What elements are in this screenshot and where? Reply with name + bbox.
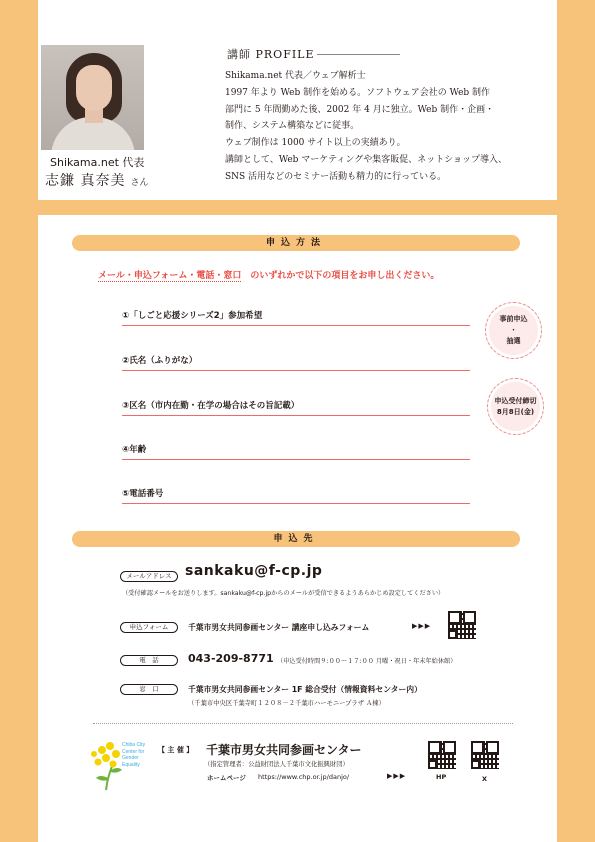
profile-divider: [317, 54, 400, 55]
form-item-phone: ⑤電話番号: [122, 487, 470, 504]
profile-heading: 講師 PROFILE: [227, 48, 315, 61]
application-form-link[interactable]: 千葉市男女共同参画センター 講座申し込みフォーム: [188, 623, 370, 632]
form-item-ward: ③区名（市内在勤・在学の場合はその旨記載）: [122, 399, 470, 416]
email-tag: メールアドレス: [120, 571, 178, 582]
deadline-badge: 申込受付締切 8月8日(金): [487, 378, 544, 435]
profile-text: Shikama.net 代表／ウェブ解析士 1997 年より Web 制作を始める。ソフトウェア会社の Web 制作 部門に 5 年間勤めた後、2002 年 4 月に独立。Web 制作・企画・ 制作、システム構築などに従事。 ウェブ制作は 1000 サイト以上の実績あり。 講師として、Web マーケティングや集客販促、ネットショップ導入、 SNS 活用などのセミナー活動も精力的に行っている。: [225, 71, 508, 182]
email-note: （受付確認メールをお送りします。sankaku@f-cp.jpからのメールが受信できるようあらかじめ設定してください）: [122, 590, 445, 597]
apply-lead-text: メール・申込フォーム・電話・窓口 のいずれかで以下の項目をお申し出ください。: [98, 271, 440, 281]
form-qr-icon[interactable]: [447, 610, 477, 640]
homepage-link[interactable]: https://www.chp.or.jp/danjo/: [258, 773, 350, 781]
homepage-qr-icon[interactable]: [427, 740, 457, 770]
instructor-photo: [41, 45, 144, 150]
counter-location: 千葉市男女共同参画センター 1F 総合受付（情報資料センター内）: [188, 685, 422, 694]
phone-number[interactable]: 043-209-8771: [188, 652, 274, 665]
apply-method-heading: 申込方法: [72, 235, 520, 251]
lottery-badge: 事前申込 ・ 抽選: [485, 302, 542, 359]
form-item-age: ④年齢: [122, 443, 470, 460]
counter-address: （千葉市中央区千葉寺町１２０８－２千葉市ハーモニープラザ Ａ棟）: [188, 700, 385, 707]
homepage-label: ホームページ: [207, 774, 246, 782]
footer-divider: [93, 723, 513, 724]
phone-hours-note: （申込受付時間９:００～１７:００ 月曜・祝日・年末年始休館）: [277, 658, 457, 665]
x-qr-icon[interactable]: [470, 740, 500, 770]
logo-caption: Chiba City Center for Gender Equality: [122, 742, 146, 768]
arrow-icon: ▶▶▶: [387, 772, 407, 780]
host-name: 千葉市男女共同参画センター: [206, 743, 362, 757]
apply-destination-heading: 申込先: [72, 531, 520, 547]
email-link[interactable]: sankaku@f-cp.jp: [185, 563, 323, 579]
instructor-name: 志鎌 真奈美 さん: [45, 173, 149, 189]
counter-tag: 窓 口: [120, 684, 178, 695]
host-manager: （指定管理者：公益財団法人千葉市文化振興財団）: [204, 761, 349, 768]
arrow-icon: ▶▶▶: [412, 622, 432, 630]
host-tag: 【 主 催 】: [158, 746, 194, 754]
instructor-org: Shikama.net 代表: [50, 156, 145, 169]
homepage-qr-label: HP: [436, 773, 447, 781]
phone-tag: 電 話: [120, 655, 178, 666]
form-item-name: ②氏名（ふりがな）: [122, 354, 470, 371]
form-item-series: ①「しごと応援シリーズ2」参加希望: [122, 309, 470, 326]
x-qr-label: X: [482, 775, 488, 783]
form-tag: 申込フォーム: [120, 622, 178, 633]
